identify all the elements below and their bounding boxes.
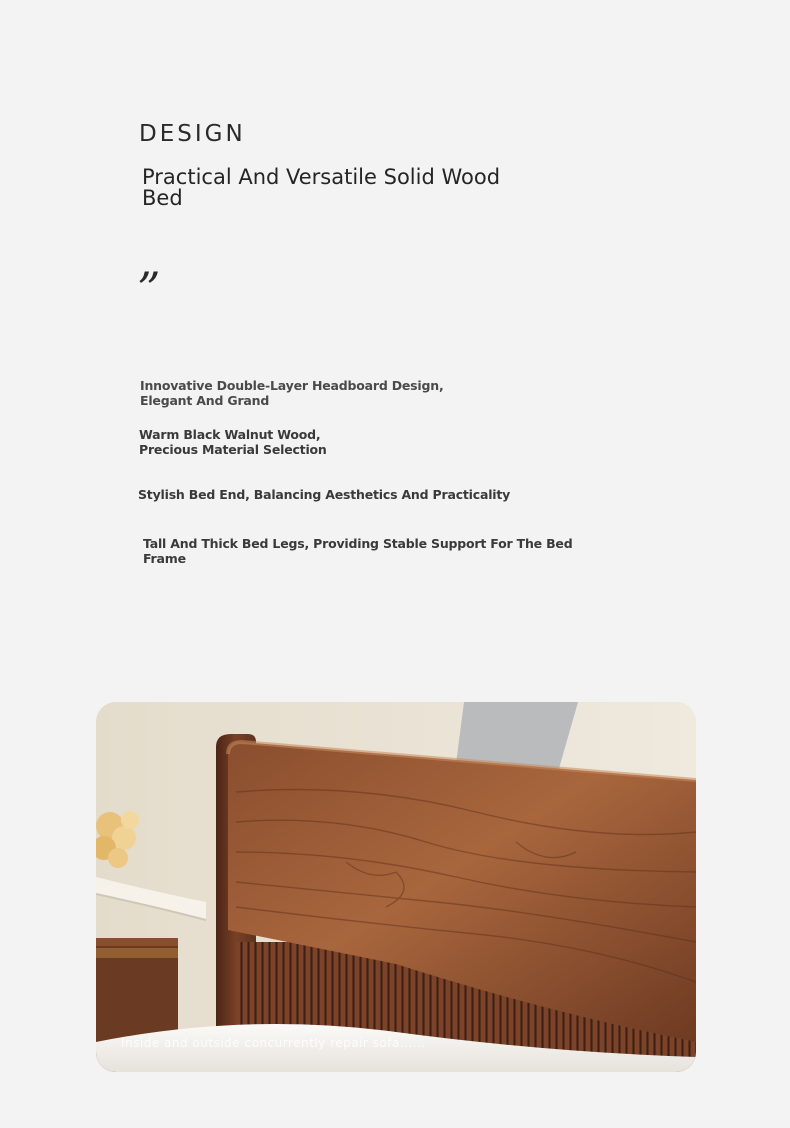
feature-item-bed-legs: Tall And Thick Bed Legs, Providing Stable Support For The Bed Frame: [143, 536, 573, 566]
section-headline: Practical And Versatile Solid Wood Bed: [142, 165, 501, 210]
photo-caption: Inside and outside concurrently repair sofa......: [121, 1036, 426, 1050]
feature-item-bed-end: Stylish Bed End, Balancing Aesthetics And Practicality: [138, 487, 511, 502]
feature-item-headboard: Innovative Double-Layer Headboard Design, Elegant And Grand: [140, 378, 444, 408]
product-photo: [96, 702, 696, 1072]
quote-mark-icon: ”: [137, 262, 161, 316]
walnut-bed-illustration: [96, 702, 696, 1072]
feature-item-walnut: Warm Black Walnut Wood, Precious Material Selection: [139, 427, 327, 457]
section-eyebrow: DESIGN: [139, 121, 246, 147]
